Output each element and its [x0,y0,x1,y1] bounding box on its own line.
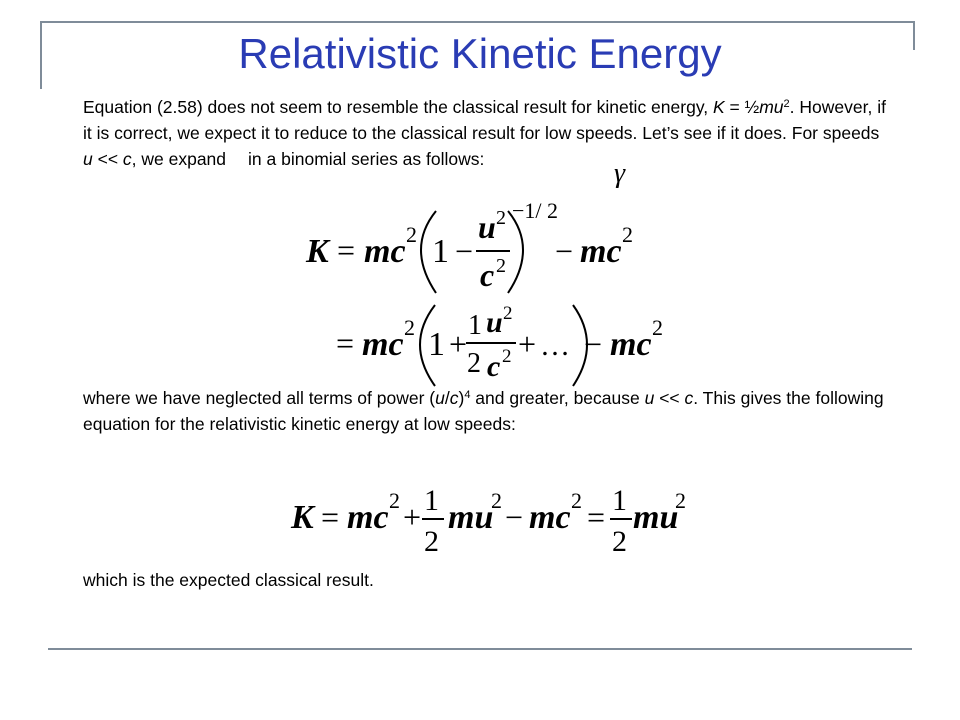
eq2-half-numerator: 1 [468,310,482,341]
eq3-half-numerator: 1 [424,484,439,517]
eq1-mc-exponent: 2 [406,222,417,247]
eq3-half-denominator: 2 [424,525,439,558]
eq1-c: c [480,257,495,293]
eq3-half2-denominator: 2 [612,525,627,558]
eq2-u-exponent: 2 [503,303,513,324]
eq2-plus: + [449,326,468,362]
eq2-ellipsis: … [540,329,570,362]
equation-binomial-expanded [330,300,670,390]
eq2-mc-rest-exponent: 2 [652,315,663,340]
eq1-c-exponent: 2 [496,255,506,277]
paragraph-conclusion: which is the expected classical result. [83,570,374,590]
eq3-mu-exponent: 2 [491,488,502,513]
gamma-symbol: γ [614,158,626,189]
frame-top-rule [40,21,915,23]
eq1-u-exponent: 2 [496,207,506,229]
eq2-mc-rest: mc [610,326,652,363]
eq2-c-exponent: 2 [502,346,512,367]
eq1-minus: − [455,233,474,269]
eq2-u: u [486,306,503,339]
eq2-half-denominator: 2 [467,348,481,379]
eq1-equals: = [337,232,356,268]
eq3-K: K [291,499,314,536]
paragraph-neglected-terms: where we have neglected all terms of power $(u/c)^4$ and greater, because u << c. This gives the following equation for the relativistic kinetic energy at low speeds: [83,388,884,434]
eq2-mc: mc [362,326,404,363]
eq2-equals: = [336,325,355,361]
eq2-minus: − [584,326,603,362]
eq2-mc-exponent: 2 [404,315,415,340]
slide-title: Relativistic Kinetic Energy [238,30,722,77]
paragraph-intro: Equation (2.58) does not seem to resemble the classical result for kinetic energy, $K = \frac{1}{2}mu^2$. However, if it is correct, we expect it to reduce to the classical result for low speeds. Let’s see if it does. For speeds u << c, we expand in a binomial series as follows: [83,97,886,169]
eq3-mc-rest-exponent: 2 [571,488,582,513]
eq1-minus-rest: − [555,233,574,269]
eq3-mc: mc [347,499,389,536]
eq2-one: 1 [428,326,445,363]
eq1-mc-rest-exponent: 2 [622,222,633,247]
eq1-u: u [478,209,496,245]
eq1-mc-rest: mc [580,233,622,270]
eq3-minus: − [505,499,524,535]
eq2-plus-second: + [518,326,537,362]
eq1-K: K [306,233,329,270]
eq1-one: 1 [432,233,449,270]
eq3-equals-second: = [587,499,606,535]
eq3-mu: mu [448,499,494,536]
frame-bottom-rule [48,648,912,650]
equation-binomial-start [300,198,660,300]
eq2-c: c [487,350,501,383]
eq1-right-paren [508,211,523,293]
eq3-mu-rest-exponent: 2 [675,488,686,513]
eq3-plus: + [403,499,422,535]
eq1-mc: mc [364,233,406,270]
eq3-mu-rest: mu [633,499,679,536]
eq3-mc-rest: mc [529,499,571,536]
equation-low-speed-result [285,478,685,568]
eq3-equals: = [321,499,340,535]
eq1-power: −1/ 2 [512,198,559,223]
eq3-half2-numerator: 1 [612,484,627,517]
eq3-mc-exponent: 2 [389,488,400,513]
